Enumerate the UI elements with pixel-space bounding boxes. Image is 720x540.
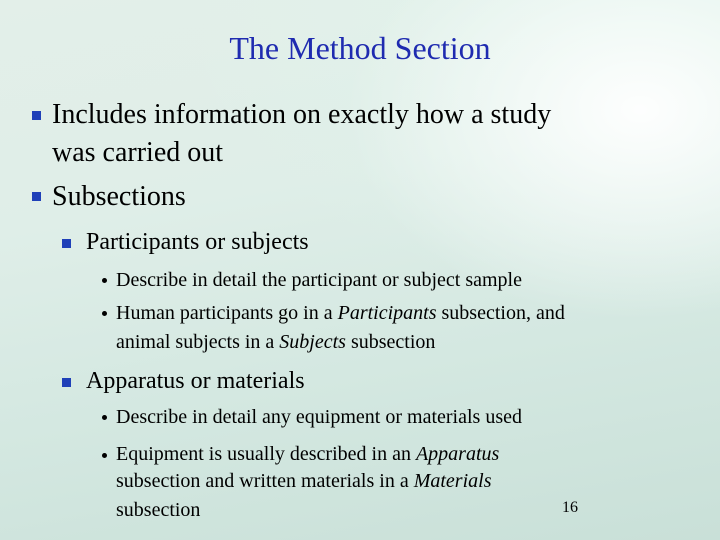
square-bullet-icon	[32, 192, 41, 201]
italic-term: Materials	[413, 470, 492, 492]
participants-point-1: Describe in detail the participant or subject sample	[116, 269, 522, 291]
apparatus-point-2-continued	[116, 467, 491, 496]
participants-point-2-continued	[116, 328, 435, 357]
text-segment: subsection and written materials in a	[116, 470, 414, 492]
dot-bullet-icon	[102, 453, 107, 458]
bullet-text-continued: was carried out	[52, 137, 224, 168]
text-segment: subsection	[345, 331, 436, 353]
text-segment: animal subjects in a	[116, 331, 280, 353]
italic-term: Subjects	[279, 331, 346, 353]
bullet-text: Subsections	[52, 181, 186, 212]
bullet-text: Includes information on exactly how a study	[52, 99, 552, 130]
square-bullet-icon	[62, 239, 71, 248]
italic-term: Apparatus	[415, 443, 500, 465]
text-segment: subsection, and	[436, 302, 565, 324]
text-segment: Human participants go in a	[116, 302, 338, 324]
dot-bullet-icon	[102, 278, 107, 283]
italic-term: Participants	[337, 302, 437, 324]
square-bullet-icon	[32, 111, 41, 120]
subsection-heading-participants: Participants or subjects	[86, 229, 309, 255]
text-segment: Equipment is usually described in an	[116, 443, 416, 465]
square-bullet-icon	[62, 378, 71, 387]
participants-point-2	[116, 299, 565, 328]
apparatus-point-2	[116, 440, 499, 469]
dot-bullet-icon	[102, 415, 107, 420]
slide-title: The Method Section	[229, 30, 491, 66]
page-number: 16	[562, 499, 578, 516]
subsection-heading-apparatus: Apparatus or materials	[86, 368, 305, 394]
apparatus-point-1: Describe in detail any equipment or materials used	[116, 406, 522, 428]
apparatus-point-2-continued: subsection	[116, 499, 201, 521]
dot-bullet-icon	[102, 311, 107, 316]
